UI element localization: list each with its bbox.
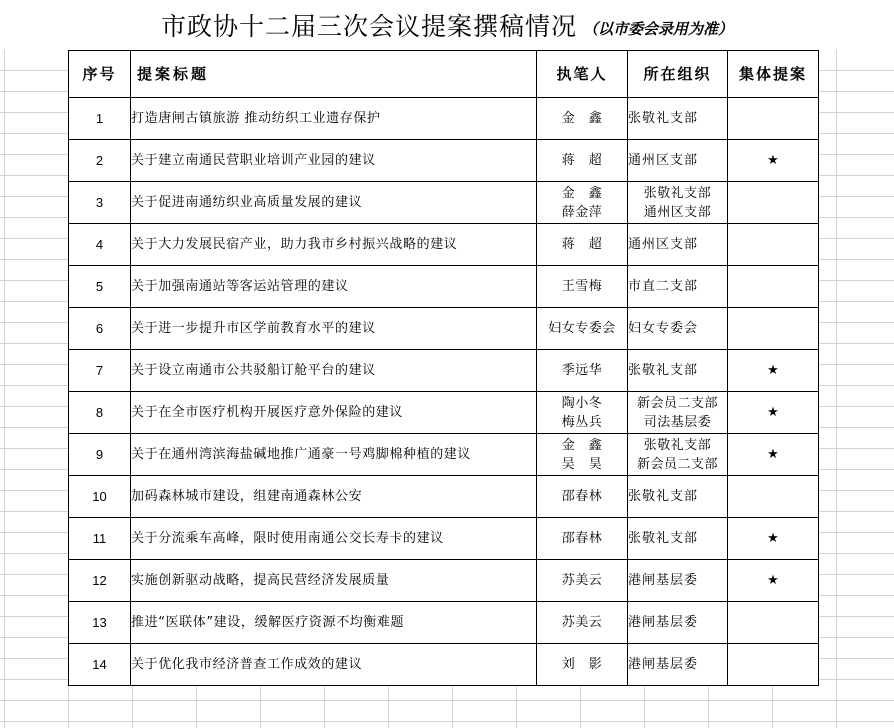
writer-name: 陶小冬 xyxy=(561,395,603,411)
writer-name: 苏美云 xyxy=(561,573,603,588)
row-org-cell[interactable] xyxy=(628,266,728,308)
row-org-cell[interactable] xyxy=(628,392,728,434)
row-no-cell[interactable]: 13 xyxy=(69,602,131,644)
title-main: 市政协十二届三次会议提案撰稿情况 xyxy=(160,12,577,41)
star-icon: ★ xyxy=(767,573,779,588)
row-no-cell[interactable]: 3 xyxy=(69,182,131,224)
row-no-cell[interactable]: 6 xyxy=(69,308,131,350)
writer-name: 吴 昊 xyxy=(561,456,603,472)
row-title-cell[interactable]: 关于在全市医疗机构开展医疗意外保险的建议 xyxy=(131,392,537,434)
star-icon: ★ xyxy=(767,531,779,546)
header-title-cell[interactable]: 提案标题 xyxy=(131,51,537,98)
org-name: 张敬礼支部 xyxy=(628,531,699,546)
row-org-cell[interactable] xyxy=(628,560,728,602)
sheet-title xyxy=(0,0,894,50)
row-no-cell[interactable]: 1 xyxy=(69,98,131,140)
row-collective-cell[interactable] xyxy=(728,602,819,644)
row-title-cell[interactable]: 关于建立南通民营职业培训产业园的建议 xyxy=(131,140,537,182)
writer-name: 苏美云 xyxy=(561,615,603,630)
row-collective-cell[interactable] xyxy=(728,308,819,350)
org-name: 新会员二支部 xyxy=(636,456,718,472)
row-writer-cell[interactable] xyxy=(537,98,628,140)
table-row xyxy=(69,98,819,140)
row-no-cell[interactable]: 12 xyxy=(69,560,131,602)
table-row xyxy=(69,182,819,224)
row-collective-cell[interactable] xyxy=(728,224,819,266)
writer-name: 金 鑫 xyxy=(561,437,603,453)
table-row xyxy=(69,560,819,602)
writer-name: 蒋 超 xyxy=(561,153,603,168)
row-collective-cell[interactable] xyxy=(728,266,819,308)
table-row xyxy=(69,602,819,644)
org-name: 新会员二支部 xyxy=(636,395,718,411)
row-no-cell[interactable]: 8 xyxy=(69,392,131,434)
star-icon: ★ xyxy=(767,153,779,168)
row-writer-cell[interactable] xyxy=(537,644,628,686)
row-org-cell[interactable] xyxy=(628,644,728,686)
row-collective-cell[interactable] xyxy=(728,434,819,476)
org-name: 张敬礼支部 xyxy=(628,111,699,126)
writer-name: 薛金萍 xyxy=(561,204,603,220)
table-row xyxy=(69,266,819,308)
org-name: 港闸基层委 xyxy=(628,615,699,630)
header-collective-cell[interactable]: 集体提案 xyxy=(728,51,819,98)
row-writer-cell[interactable] xyxy=(537,182,628,224)
row-title-cell[interactable]: 关于分流乘车高峰，限时使用南通公交长寿卡的建议 xyxy=(131,518,537,560)
row-collective-cell[interactable] xyxy=(728,560,819,602)
row-writer-cell[interactable] xyxy=(537,308,628,350)
table-row xyxy=(69,476,819,518)
table-row xyxy=(69,224,819,266)
org-name: 张敬礼支部 xyxy=(628,489,699,504)
org-name: 张敬礼支部 xyxy=(643,185,712,201)
title-note: （以市委会录用为准） xyxy=(583,19,734,38)
org-name: 司法基层委 xyxy=(643,414,712,430)
writer-name: 妇女专委会 xyxy=(548,321,616,336)
row-title-cell[interactable]: 实施创新驱动战略，提高民营经济发展质量 xyxy=(131,560,537,602)
writer-name: 季远华 xyxy=(561,363,603,378)
row-collective-cell[interactable] xyxy=(728,644,819,686)
row-org-cell[interactable] xyxy=(628,518,728,560)
row-org-cell[interactable] xyxy=(628,308,728,350)
writer-name: 王雪梅 xyxy=(561,279,603,294)
row-org-cell[interactable] xyxy=(628,434,728,476)
row-no-cell[interactable]: 5 xyxy=(69,266,131,308)
writer-name: 梅丛兵 xyxy=(561,414,603,430)
row-title-cell[interactable]: 关于在通州湾滨海盐碱地推广通豪一号鸡脚棉种植的建议 xyxy=(131,434,537,476)
header-no-cell[interactable]: 序号 xyxy=(69,51,131,98)
table-row xyxy=(69,140,819,182)
row-collective-cell[interactable] xyxy=(728,392,819,434)
row-writer-cell[interactable] xyxy=(537,434,628,476)
writer-name: 邵春林 xyxy=(561,531,603,546)
star-icon: ★ xyxy=(767,447,779,462)
row-no-cell[interactable]: 14 xyxy=(69,644,131,686)
row-title-cell[interactable]: 关于设立南通市公共驳船订舱平台的建议 xyxy=(131,350,537,392)
table-row xyxy=(69,350,819,392)
row-org-cell[interactable] xyxy=(628,98,728,140)
row-collective-cell[interactable] xyxy=(728,98,819,140)
row-writer-cell[interactable] xyxy=(537,350,628,392)
row-writer-cell[interactable] xyxy=(537,476,628,518)
org-name: 张敬礼支部 xyxy=(628,363,699,378)
table-row xyxy=(69,308,819,350)
writer-name: 金 鑫 xyxy=(561,111,603,126)
table-row xyxy=(69,518,819,560)
row-writer-cell[interactable] xyxy=(537,602,628,644)
row-no-cell[interactable]: 9 xyxy=(69,434,131,476)
row-org-cell[interactable] xyxy=(628,140,728,182)
row-title-cell[interactable]: 关于促进南通纺织业高质量发展的建议 xyxy=(131,182,537,224)
row-collective-cell[interactable] xyxy=(728,476,819,518)
row-no-cell[interactable]: 11 xyxy=(69,518,131,560)
table-row xyxy=(69,644,819,686)
row-org-cell[interactable] xyxy=(628,224,728,266)
row-no-cell[interactable]: 2 xyxy=(69,140,131,182)
row-org-cell[interactable] xyxy=(628,350,728,392)
row-org-cell[interactable] xyxy=(628,476,728,518)
table-row xyxy=(69,434,819,476)
row-writer-cell[interactable] xyxy=(537,140,628,182)
writer-name: 金 鑫 xyxy=(561,185,603,201)
header-row xyxy=(69,51,819,98)
org-name: 港闸基层委 xyxy=(628,657,699,672)
org-name: 通州区支部 xyxy=(643,204,712,220)
row-collective-cell[interactable] xyxy=(728,518,819,560)
row-title-cell[interactable]: 关于进一步提升市区学前教育水平的建议 xyxy=(131,308,537,350)
row-org-cell[interactable] xyxy=(628,602,728,644)
row-writer-cell[interactable] xyxy=(537,266,628,308)
row-writer-cell[interactable] xyxy=(537,392,628,434)
row-no-cell[interactable]: 10 xyxy=(69,476,131,518)
row-org-cell[interactable] xyxy=(628,182,728,224)
row-title-cell[interactable]: 关于加强南通站等客运站管理的建议 xyxy=(131,266,537,308)
writer-name: 蒋 超 xyxy=(561,237,603,252)
org-name: 通州区支部 xyxy=(628,237,699,252)
row-no-cell[interactable]: 7 xyxy=(69,350,131,392)
row-title-cell[interactable]: 关于优化我市经济普查工作成效的建议 xyxy=(131,644,537,686)
table-row xyxy=(69,392,819,434)
star-icon: ★ xyxy=(767,405,779,420)
header-writer-cell[interactable]: 执笔人 xyxy=(537,51,628,98)
row-writer-cell[interactable] xyxy=(537,560,628,602)
org-name: 张敬礼支部 xyxy=(643,437,712,453)
row-title-cell[interactable]: 加码森林城市建设，组建南通森林公安 xyxy=(131,476,537,518)
org-name: 妇女专委会 xyxy=(628,321,699,336)
org-name: 通州区支部 xyxy=(628,153,699,168)
writer-name: 邵春林 xyxy=(561,489,603,504)
row-writer-cell[interactable] xyxy=(537,518,628,560)
proposal-table xyxy=(68,50,819,686)
row-collective-cell[interactable] xyxy=(728,182,819,224)
row-writer-cell[interactable] xyxy=(537,224,628,266)
row-no-cell[interactable]: 4 xyxy=(69,224,131,266)
row-collective-cell[interactable] xyxy=(728,350,819,392)
writer-name: 刘 影 xyxy=(561,657,603,672)
org-name: 港闸基层委 xyxy=(628,573,699,588)
star-icon: ★ xyxy=(767,363,779,378)
row-title-cell[interactable]: 打造唐闸古镇旅游 推动纺织工业遗存保护 xyxy=(131,98,537,140)
header-org-cell[interactable]: 所在组织 xyxy=(628,51,728,98)
row-collective-cell[interactable] xyxy=(728,140,819,182)
row-title-cell[interactable]: 推进“医联体”建设，缓解医疗资源不均衡难题 xyxy=(131,602,537,644)
org-name: 市直二支部 xyxy=(628,279,699,294)
row-title-cell[interactable]: 关于大力发展民宿产业，助力我市乡村振兴战略的建议 xyxy=(131,224,537,266)
